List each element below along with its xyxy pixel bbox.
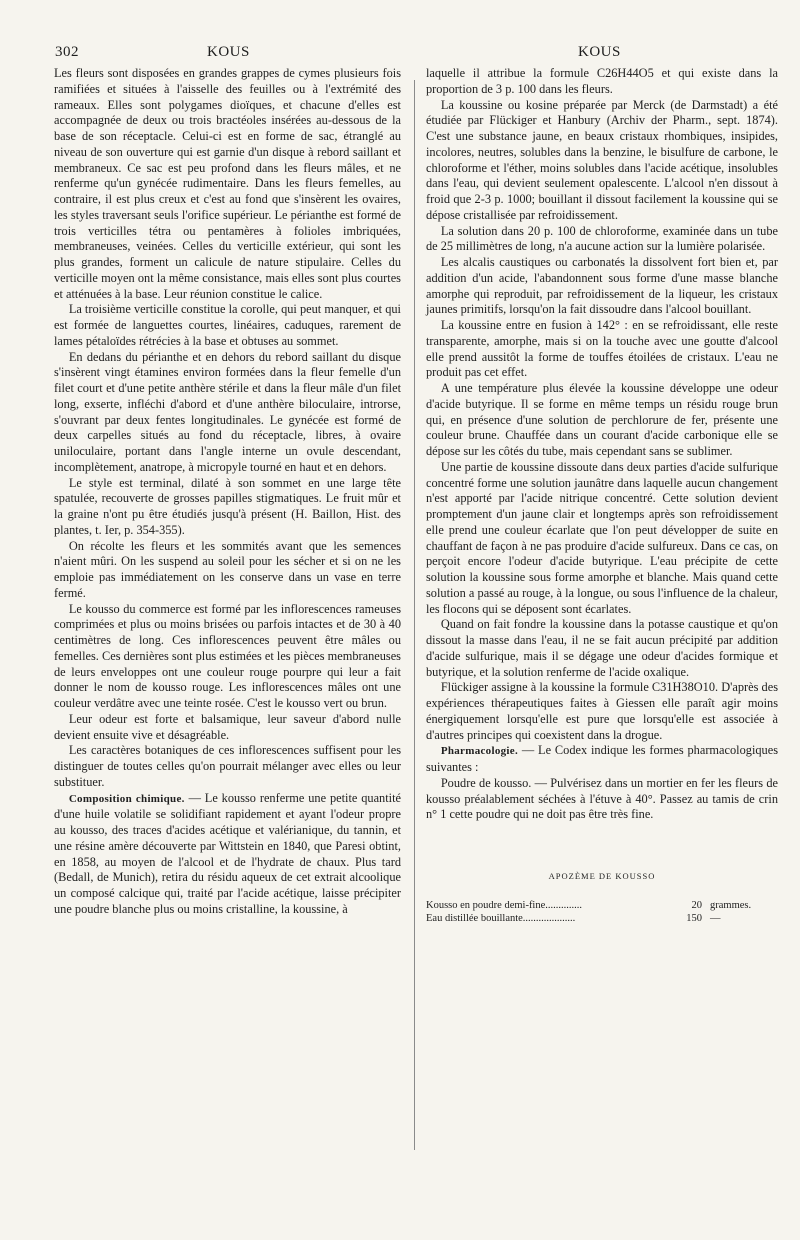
paragraph: laquelle il attribue la formule C26H44O5 et qui existe dans la proportion de 3 p. 100 dans les fleurs. bbox=[426, 66, 778, 96]
pharmacologie-heading: Pharmacologie. bbox=[440, 745, 519, 758]
recipe-quantity: 150 bbox=[686, 912, 702, 924]
paragraph: Une partie de koussine dissoute dans deux parties d'acide sulfurique concentré forme une solution jaunâtre dans laquelle aucun changement n'est apporté par l'acide nitrique concentré. Cette solution devient promptement d'un jaune clair et longtemps après son refroidissement elle prend une couleur écarlate que l'on peut développer de suite en chauffant de façon à ne pas produire d'acide sulfureux. Dans ce cas, on perçoit encore l'odeur d'acide butyrique. L'eau précipite de cette solution la koussine sous forme amorphe et blanche. Mais quand cette solution a passé au rouge, à la longue, ou sous l'influence de la chaleur, les flocons qui se déposent sont écarlates. bbox=[426, 459, 778, 616]
paragraph: En dedans du périanthe et en dehors du rebord saillant du disque s'insèrent vingt étamines environ formées dans la fleur femelle d'un filet court et d'une petite anthère stérile et dans la fleur mâle d'un filet long, exserte, infléchi d'abord et d'une anthère biloculaire, introrse, s'ouvrant par deux fentes longitudinales. Le gynécée est formé de deux carpelles situés au fond du réceptacle, libres, à ovaire uniloculaire, portant dans l'angle interne un ovule descendant, incomplètement, anatrope, à micropyle tourné en haut et en dehors. bbox=[54, 349, 401, 474]
recipe-table bbox=[426, 899, 778, 925]
running-head-right: KOUS bbox=[578, 44, 621, 60]
poudre-paragraph: Poudre de kousso. — Pulvérisez dans un mortier en fer les fleurs de kousso préalablement séchées à l'étuve à 40°. Passez au tamis de crin n° 1 cette poudre qui ne doit pas être très fine. bbox=[426, 775, 778, 822]
recipe-ingredient: Kousso en poudre demi-fine.............. bbox=[426, 899, 583, 911]
paragraph: Les caractères botaniques de ces inflorescences suffisent pour les distinguer de toutes celles qu'on pourrait mélanger avec elles ou leur substituer. bbox=[54, 743, 401, 789]
recipe-ingredient: Eau distillée bouillante.................... bbox=[426, 912, 576, 924]
recipe-unit: — bbox=[710, 912, 721, 924]
paragraph: La solution dans 20 p. 100 de chloroforme, examinée dans un tube de 25 millimètres de long, n'a aucune action sur la lumière polarisée. bbox=[426, 223, 778, 254]
recipe-quantity: 20 bbox=[691, 899, 702, 911]
paragraph: A une température plus élevée la koussine développe une odeur d'acide butyrique. Il se forme en même temps un résidu rouge brun qui, en présence d'une solution de perchlorure de fer, présente une couleur brune. Chauffée dans un courant d'acide carbonique elle se dépose sur les côtés du tube, mais cependant sans se sublimer. bbox=[426, 381, 778, 458]
paragraph: Leur odeur est forte et balsamique, leur saveur d'abord nulle devient ensuite vive et désagréable. bbox=[54, 711, 401, 742]
recipe-row bbox=[426, 899, 778, 912]
recipe-row bbox=[426, 912, 778, 925]
right-column bbox=[426, 66, 778, 925]
running-head-left: KOUS bbox=[207, 44, 250, 60]
page-number: 302 bbox=[55, 44, 79, 60]
recipe-unit: grammes. bbox=[710, 899, 752, 911]
paragraph: Le style est terminal, dilaté à son sommet en une large tête spatulée, recouverte de grosses papilles stigmatiques. Le fruit mûr et la graine n'ont pu être étudiés jusqu'à présent (H. Baillon, Hist. des plantes, t. Ier, p. 354-355). bbox=[54, 475, 401, 537]
paragraph: La koussine entre en fusion à 142° : en se refroidissant, elle reste transparente, amorphe, mais si on la touche avec une goutte d'alcool elle prend aussitôt la forme de touffes étoilées de cristaux. L'eau ne produit pas cet effet. bbox=[426, 318, 778, 380]
pharmacologie-text: — Le Codex indique les formes pharmacologiques suivantes : bbox=[426, 743, 778, 774]
paragraph: Le kousso du commerce est formé par les inflorescences rameuses comprimées et plus ou moins brisées ou parfois intactes et de 30 à 40 centimètres de long. Ces inflorescences peuvent être mâles ou femelles. Ces dernières sont plus estimées et les pièces membraneuses de leurs enveloppes ont une couleur rouge pourpre qui leur a fait donner le nom de kousso rouge. Les inflorescences mâles ont une couleur verdâtre avec une teinte rosée. C'est le kousso vert ou brun. bbox=[54, 601, 401, 710]
paragraph: La troisième verticille constitue la corolle, qui peut manquer, et qui est formée de languettes courtes, linéaires, caduques, rarement de lames pétaloïdes rétrécies à la base et obtuses au sommet. bbox=[54, 302, 401, 348]
paragraph: Flückiger assigne à la koussine la formule C31H38O10. D'après des expériences thérapeutiques faites à Giessen elle paraît agir moins énergiquement lorsqu'elle est pure que lorsqu'elle est associée à d'autres principes qui coexistent dans la drogue. bbox=[426, 680, 778, 742]
composition-paragraph bbox=[54, 791, 401, 918]
column-divider bbox=[414, 80, 415, 1150]
pharmacologie-paragraph bbox=[426, 743, 778, 776]
left-column bbox=[54, 66, 401, 918]
paragraph: On récolte les fleurs et les sommités avant que les semences n'aient mûri. On les suspend au soleil pour les sécher et si on ne les emploie pas immédiatement on les conserve dans un vase en terre fermé. bbox=[54, 538, 401, 600]
paragraph: Quand on fait fondre la koussine dans la potasse caustique et qu'on dissout la masse dans l'eau, il ne se fait aucun précipité par addition d'acide sulfurique, mais il se dégage une odeur d'acides formique et butyrique, et la solution renferme de l'acide oxalique. bbox=[426, 617, 778, 679]
composition-text: — Le kousso renferme une petite quantité d'une huile volatile se solidifiant rapidement et ayant l'odeur propre au kousso, des traces d'acides acétique et valérianique, du tannin, et une résine amère découverte par Wittstein en 1840, que Paresi obtint, en 1858, au moyen de l'alcool et de l'hydrate de chaux. Plus tard (Bedall, de Munich), retira du résidu aqueux de cet extrait alcoolique un composé calcique qui, traité par l'acide acétique, laisse précipiter une poudre blanche plus ou moins cristalline, la koussine, à bbox=[54, 790, 402, 916]
recipe-title: APOZÈME DE KOUSSO bbox=[548, 871, 656, 881]
paragraph: La koussine ou kosine préparée par Merck (de Darmstadt) a été étudiée par Flückiger et Hanbury (Archiv der Pharm., sept. 1874). C'est une substance jaune, en beaux cristaux rhombiques, insipides, incolores, neutres, solubles dans la benzine, le bisulfure de carbone, le chloroforme et l'éther, moins solubles dans l'acide acétique, insolubles dans l'eau, qui devient seulement opalescente. L'alcool n'en dissout à froid que 2-3 p. 1000; bouillant il dissout facilement la koussine qui se dépose cristallisée par refroidissement. bbox=[426, 97, 778, 222]
composition-heading: Composition chimique. bbox=[68, 792, 185, 805]
paragraph: Les fleurs sont disposées en grandes grappes de cymes plusieurs fois ramifiées et situées à l'aisselle des feuilles ou à l'extrémité des rameaux. Elles sont polygames dioïques, et chacune d'elles est accompagnée de deux ou trois bractéoles insérées au-dessous de la base de son réceptacle. Celui-ci est en forme de sac, étranglé au niveau de son ouverture qui est garnie d'un disque à rebord saillant et membraneux. Ce sac est peu profond dans les fleurs mâles, et ne renferme qu'un gynécée rudimentaire. Dans les fleurs femelles, au contraire, il est plus creux et c'est au fond que s'insèrent les ovaires, les styles traversant seuls l'orifice supérieur. Le périanthe est formé de trois verticilles tétra ou pentamères à folioles imbriquées, membraneuses, veinées. Celles du verticille extérieur, qui sont les plus grandes, forment un calicule de nature stipulaire. Celles du verticille moyen ont la même consistance, mais elles sont plus courtes et atténuées à la base. Leur réunion constitue le calice. bbox=[54, 66, 401, 301]
paragraph: Les alcalis caustiques ou carbonatés la dissolvent fort bien et, par addition d'un acide, l'abandonnent sous forme d'une masse blanche amorphe qui reproduit, par refroidissement de la liqueur, les cristaux jaunes primitifs, lorsqu'on la fait dissoudre dans l'alcool bouillant. bbox=[426, 255, 778, 317]
